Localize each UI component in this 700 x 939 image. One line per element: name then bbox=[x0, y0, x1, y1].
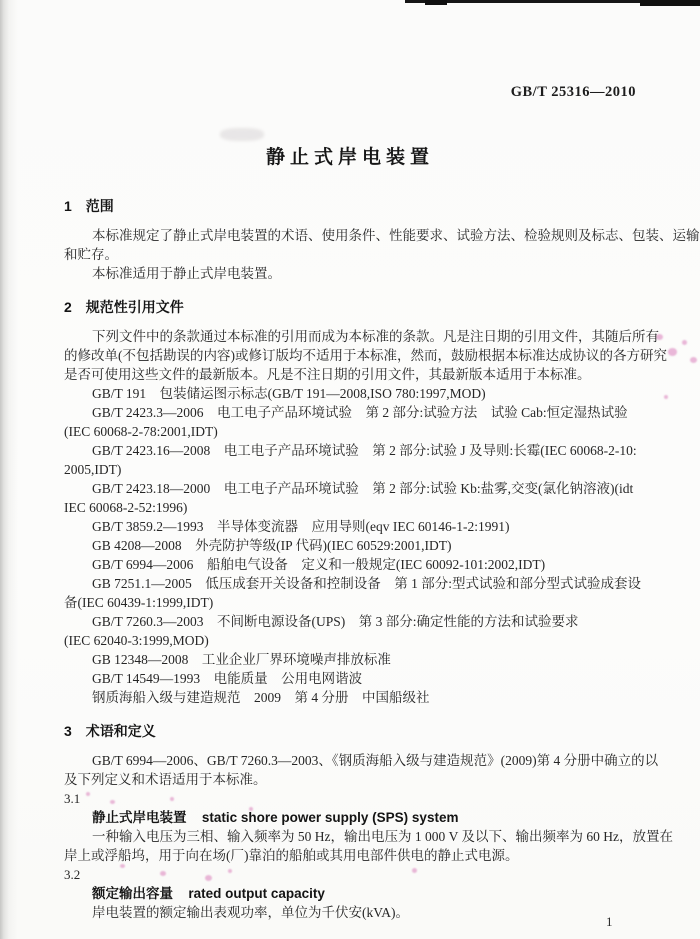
scan-left-edge-artifact bbox=[0, 0, 18, 939]
reference-entry-line: GB 7251.1—2005 低压成套开关设备和控制设备 第 1 部分:型式试验和部分型式试验成套设 bbox=[92, 576, 642, 591]
document-body bbox=[64, 196, 700, 922]
reference-entry-line: 备(IEC 60439-1:1999,IDT) bbox=[64, 595, 214, 610]
normative-intro-line: 下列文件中的条款通过本标准的引用而成为本标准的条款。凡是注日期的引用文件，其随后所有 bbox=[92, 329, 659, 344]
term-title-english: static shore power supply (SPS) system bbox=[201, 810, 459, 825]
section-1-heading: 1 范围 bbox=[64, 198, 114, 214]
reference-entry-line: (IEC 62040-3:1999,MOD) bbox=[64, 633, 209, 648]
scope-paragraph-line: 和贮存。 bbox=[64, 247, 118, 262]
term-definition-line: 岸上或浮船坞，用于向在场(厂)靠泊的船舶或其用电部件供电的静止式电源。 bbox=[64, 848, 519, 863]
term-title-english: rated output capacity bbox=[188, 886, 325, 901]
section-2-heading: 2 规范性引用文件 bbox=[64, 299, 184, 315]
scan-top-edge-artifact bbox=[640, 0, 700, 6]
terms-intro-line: 及下列定义和术语适用于本标准。 bbox=[64, 772, 267, 787]
scan-speckle bbox=[690, 357, 697, 363]
page-number: 1 bbox=[606, 914, 613, 929]
reference-entry-line: GB/T 2423.16—2008 电工电子产品环境试验 第 2 部分:试验 J 及导则:长霉(IEC 60068-2-10: bbox=[92, 443, 637, 458]
terms-intro-line: GB/T 6994—2006、GB/T 7260.3—2003、《钢质海船入级与建造规范》(2009)第 4 分册中确立的以 bbox=[92, 753, 659, 768]
reference-entry-line: IEC 60068-2-52:1996) bbox=[64, 500, 188, 515]
scan-smudge-artifact bbox=[220, 128, 264, 141]
section-3-heading: 3 术语和定义 bbox=[64, 723, 156, 739]
reference-entry-line: GB/T 191 包装储运图示标志(GB/T 191—2008,ISO 780:1997,MOD) bbox=[92, 386, 486, 401]
reference-entry-line: 钢质海船入级与建造规范 2009 第 4 分册 中国船级社 bbox=[92, 690, 430, 705]
term-title bbox=[64, 884, 642, 903]
reference-entry-line: GB/T 2423.3—2006 电工电子产品环境试验 第 2 部分:试验方法 试验 Cab:恒定湿热试验 bbox=[92, 405, 628, 420]
term-number: 3.1 bbox=[64, 791, 81, 806]
reference-entry-line: 2005,IDT) bbox=[64, 462, 122, 477]
standard-number: GB/T 25316—2010 bbox=[510, 84, 636, 100]
reference-entry-line: GB/T 14549—1993 电能质量 公用电网谐波 bbox=[92, 671, 363, 686]
term-number: 3.2 bbox=[64, 867, 81, 882]
term-title-chinese: 静止式岸电装置 bbox=[92, 810, 187, 825]
reference-entry-line: (IEC 60068-2-78:2001,IDT) bbox=[64, 424, 218, 439]
scan-speckle bbox=[664, 395, 668, 399]
term-definition-line: 岸电装置的额定输出表观功率，单位为千伏安(kVA)。 bbox=[92, 905, 409, 920]
scope-paragraph-line: 本标准规定了静止式岸电装置的术语、使用条件、性能要求、试验方法、检验规则及标志、包装、运输 bbox=[92, 228, 700, 243]
term-title bbox=[64, 808, 642, 827]
page-title: 静止式岸电装置 bbox=[265, 147, 434, 168]
reference-entry-line: GB/T 7260.3—2003 不间断电源设备(UPS) 第 3 部分:确定性能的方法和试验要求 bbox=[92, 614, 579, 629]
normative-intro-line: 是否可使用这些文件的最新版本。凡是不注日期的引用文件，其最新版本适用于本标准。 bbox=[64, 367, 591, 382]
term-definition-line: 一种输入电压为三相、输入频率为 50 Hz，输出电压为 1 000 V 及以下、输出频率为 60 Hz，放置在 bbox=[92, 829, 673, 844]
scan-top-edge-artifact bbox=[425, 0, 447, 5]
normative-intro-line: 的修改单(不包括勘误的内容)或修订版均不适用于本标准，然而，鼓励根据本标准达成协议的各方研究 bbox=[64, 348, 667, 363]
reference-entry-line: GB/T 3859.2—1993 半导体变流器 应用导则(eqv IEC 60146-1-2:1991) bbox=[92, 519, 510, 534]
scan-speckle bbox=[668, 348, 677, 356]
reference-entry-line: GB/T 2423.18—2000 电工电子产品环境试验 第 2 部分:试验 Kb:盐雾,交变(氯化钠溶液)(idt bbox=[92, 481, 634, 496]
scan-speckle bbox=[682, 340, 687, 345]
reference-entry-line: GB 4208—2008 外壳防护等级(IP 代码)(IEC 60529:2001,IDT) bbox=[92, 538, 452, 553]
reference-entry-line: GB/T 6994—2006 船舶电气设备 定义和一般规定(IEC 60092-101:2002,IDT) bbox=[92, 557, 546, 572]
scope-paragraph-line: 本标准适用于静止式岸电装置。 bbox=[92, 266, 281, 281]
reference-entry-line: GB 12348—2008 工业企业厂界环境噪声排放标准 bbox=[92, 652, 391, 667]
term-title-chinese: 额定输出容量 bbox=[92, 886, 173, 901]
